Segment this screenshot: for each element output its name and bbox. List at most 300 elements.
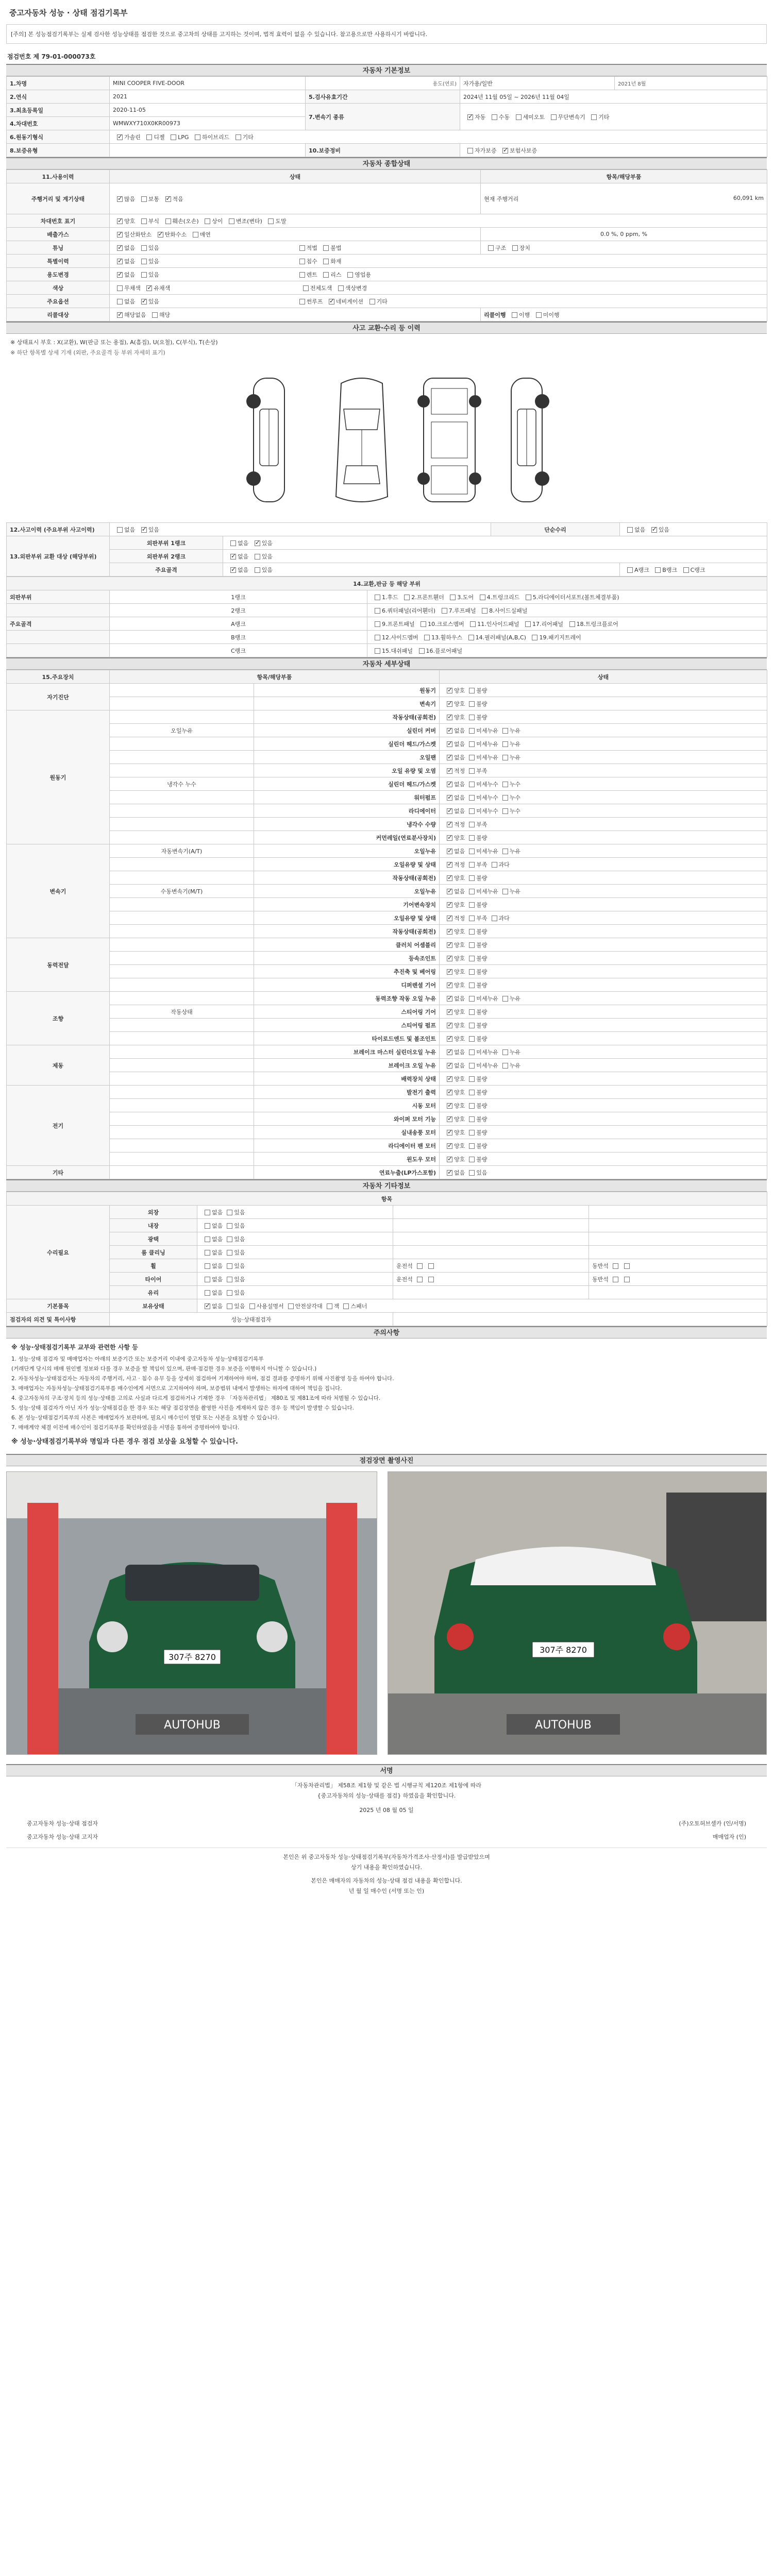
checkbox-icon xyxy=(469,929,475,935)
checkbox-icon xyxy=(117,232,123,238)
mileage-label: 현재 주행거리 xyxy=(484,195,519,202)
table-row xyxy=(7,818,767,831)
parts-items xyxy=(367,617,767,631)
row-label: 주요골격 xyxy=(110,563,223,577)
status-options xyxy=(440,1005,767,1019)
status-options xyxy=(440,1059,767,1072)
table-row xyxy=(7,737,767,751)
basic-value: 2020-11-05 xyxy=(110,104,306,117)
checkbox-icon xyxy=(613,1263,618,1269)
status-options xyxy=(440,992,767,1005)
checkbox-icon xyxy=(369,299,375,304)
emission-value: 0.0 %, 0 ppm, % xyxy=(481,228,767,241)
checkbox-icon xyxy=(417,1263,423,1269)
checkbox-icon xyxy=(375,621,380,627)
sub-group xyxy=(110,911,254,925)
status-options xyxy=(440,818,767,831)
item-label: 타이어 xyxy=(110,1273,197,1286)
option-label: 누유 xyxy=(509,995,521,1002)
row-label: 색상 xyxy=(7,281,110,295)
caution-line: 6. 본 성능·상태점검기록부의 사본은 매매업자가 보관하며, 필요시 매수인이 열람 또는 사본을 요청할 수 있습니다. xyxy=(11,1415,279,1421)
option-label: 있음 xyxy=(234,1262,245,1269)
option-label: 부족 xyxy=(476,914,488,922)
device-group: 제동 xyxy=(7,1045,110,1086)
checkbox-icon xyxy=(428,1263,434,1269)
section-basic-info: 자동차 기본정보 xyxy=(6,64,767,76)
option-label: 18.트렁크플로어 xyxy=(576,620,618,628)
option-label: 없음 xyxy=(124,298,136,305)
item-label: 실내송풍 모터 xyxy=(254,1126,440,1139)
checkbox-icon xyxy=(141,259,147,264)
plate-text: 307주 8270 xyxy=(540,1645,587,1655)
status-options xyxy=(440,1153,767,1166)
option-label: 없음 xyxy=(212,1235,223,1243)
status-options xyxy=(440,1112,767,1126)
option-label: 불량 xyxy=(476,1075,488,1082)
checkbox-icon xyxy=(152,312,158,318)
row-label: 주행거리 및 계기상태 xyxy=(7,183,110,214)
section-caution: 주의사항 xyxy=(6,1326,767,1338)
checkbox-icon xyxy=(469,782,475,787)
status-options xyxy=(440,871,767,885)
checkbox-icon xyxy=(469,942,475,948)
inspection-photo-right xyxy=(388,1471,767,1755)
sub-group xyxy=(110,978,254,992)
option-label: 있음 xyxy=(261,566,273,573)
option-label: 있음 xyxy=(261,553,273,560)
option-label: 하이브리드 xyxy=(201,133,230,141)
table-row xyxy=(7,844,767,858)
status-options xyxy=(440,1099,767,1112)
checkbox-icon xyxy=(569,621,575,627)
option-label: 가솔린 xyxy=(124,133,141,141)
row-label: 특별이력 xyxy=(7,255,110,268)
item-label: 실린더 헤드/가스켓 xyxy=(254,737,440,751)
dealer-label: 중고자동차 성능·상태 고지자 xyxy=(27,1834,98,1840)
table-row xyxy=(7,1099,767,1112)
option-label: 15.대쉬패널 xyxy=(382,647,413,654)
table-row xyxy=(7,1153,767,1166)
inspector-label: 중고자동차 성능·상태 점검자 xyxy=(27,1820,98,1827)
option-label: 도말 xyxy=(275,217,287,225)
checkbox-icon xyxy=(450,595,456,600)
basic-value: 자가용/일반 xyxy=(460,77,615,90)
option-label: 불량 xyxy=(476,1142,488,1149)
side-label: 동반석 xyxy=(592,1262,609,1269)
checkbox-icon xyxy=(447,1143,452,1149)
status-options xyxy=(440,737,767,751)
checkbox-icon xyxy=(469,808,475,814)
checkbox-icon xyxy=(469,1143,475,1149)
checkbox-icon xyxy=(141,218,147,224)
option-label: C랭크 xyxy=(690,566,705,573)
option-label: 불량 xyxy=(476,874,488,882)
status-options xyxy=(440,965,767,978)
caution-line: 3. 매매업자는 자동차성능·상태점검기록부를 매수인에게 서면으로 고지하여야 하며, 보증범위 내에서 발생하는 하자에 대하여 책임을 집니다. xyxy=(11,1385,342,1392)
sub-group xyxy=(110,737,254,751)
option-label: 과다 xyxy=(498,861,510,868)
checkbox-icon xyxy=(651,527,657,533)
option-label: 과다 xyxy=(498,914,510,922)
table-row xyxy=(7,831,767,844)
checkbox-icon xyxy=(469,688,475,693)
option-label: 불량 xyxy=(476,1089,488,1096)
document-number: 점검번호 제 79-01-000073호 xyxy=(7,53,96,60)
item-label: 워터펌프 xyxy=(254,791,440,804)
table-row xyxy=(7,1112,767,1126)
front-cell xyxy=(393,1246,589,1259)
option-label: 2.프론트휀더 xyxy=(411,594,444,601)
car-frame-diagram xyxy=(413,373,485,507)
parts-category xyxy=(7,644,110,657)
parts-category xyxy=(7,604,110,617)
option-label: 누유 xyxy=(509,740,521,748)
column-header: 11.사용이력 xyxy=(7,170,110,183)
table-row xyxy=(7,1086,767,1099)
status-options xyxy=(440,751,767,764)
checkbox-icon xyxy=(468,635,474,640)
checkbox-icon xyxy=(117,527,123,533)
checkbox-icon xyxy=(502,808,508,814)
option-label: 없음 xyxy=(454,740,465,748)
device-group: 동력전달 xyxy=(7,938,110,992)
row-options xyxy=(223,550,767,563)
fuel-options xyxy=(110,130,767,144)
checkbox-icon xyxy=(469,1063,475,1069)
vin-value: WMWXY710X0KR00973 xyxy=(110,117,306,130)
sub-group xyxy=(110,952,254,965)
checkbox-icon xyxy=(141,299,147,304)
checkbox-icon xyxy=(512,312,517,318)
option-label: 불량 xyxy=(476,1102,488,1109)
option-label: 양호 xyxy=(454,1102,465,1109)
checkbox-icon xyxy=(469,1023,475,1028)
checkbox-icon xyxy=(447,728,452,734)
checkbox-icon xyxy=(447,902,452,908)
option-label: 16.플로어패널 xyxy=(426,647,463,654)
sub-group xyxy=(110,925,254,938)
option-label: 5.라디에이터서포트(볼트체결부품) xyxy=(532,594,619,601)
item-label: 배력장치 상태 xyxy=(254,1072,440,1086)
checkbox-icon xyxy=(141,245,147,251)
legend-line: ※ 상태표시 부호 : X(교환), W(판금 또는 용접), A(흠집), U(요철), C(부식), T(손상) xyxy=(10,339,218,346)
row-label: 13.외판부위 교환 대상 (해당부위) xyxy=(7,536,110,577)
status-options xyxy=(440,831,767,844)
option-label: 부족 xyxy=(476,861,488,868)
status-options xyxy=(197,1259,393,1273)
item-label: 룸 클리닝 xyxy=(110,1246,197,1259)
basic-label: 3.최초등록일 xyxy=(7,104,110,117)
status-options xyxy=(440,1032,767,1045)
status-options xyxy=(440,710,767,724)
option-label: 19.패키지트레이 xyxy=(539,634,581,641)
checkbox-icon xyxy=(447,1023,452,1028)
option-label: 영업용 xyxy=(355,271,371,278)
option-label: 누유 xyxy=(509,727,521,734)
checkbox-icon xyxy=(447,996,452,1002)
sub-group xyxy=(110,992,254,1005)
rear-cell xyxy=(589,1219,767,1232)
checkbox-icon xyxy=(205,1303,210,1309)
checkbox-icon xyxy=(117,259,123,264)
table-row xyxy=(7,938,767,952)
option-label: 있음 xyxy=(148,244,160,251)
item-label: 유리 xyxy=(110,1286,197,1299)
option-label: 있음 xyxy=(148,298,160,305)
option-label: 없음 xyxy=(454,794,465,801)
sub-group: 작동상태 xyxy=(110,1005,254,1019)
legend-line: ※ 하단 항목별 상세 기재 (외판, 주요골격 등 부위 자세히 표기) xyxy=(10,349,165,356)
option-label: 양호 xyxy=(454,928,465,935)
item-label: 오일유량 및 상태 xyxy=(254,911,440,925)
parts-rank: C랭크 xyxy=(110,644,367,657)
option-label: 적법 xyxy=(306,244,317,251)
checkbox-icon xyxy=(469,1049,475,1055)
item-label: 추진축 및 베어링 xyxy=(254,965,440,978)
option-label: 해당 xyxy=(159,311,171,318)
row-label: 주요옵션 xyxy=(7,295,110,308)
table-row xyxy=(7,925,767,938)
checkbox-icon xyxy=(447,701,452,707)
option-label: 렌트 xyxy=(306,271,317,278)
car-diagram xyxy=(6,358,767,522)
option-label: 양호 xyxy=(454,700,465,707)
option-label: 양호 xyxy=(124,217,136,225)
checkbox-icon xyxy=(193,232,198,238)
option-label: 없음 xyxy=(634,526,646,533)
checkbox-icon xyxy=(488,245,494,251)
checkbox-icon xyxy=(227,1303,232,1309)
row-label: 외판부위 2랭크 xyxy=(110,550,223,563)
option-label: 없음 xyxy=(454,807,465,815)
checkbox-icon xyxy=(442,608,447,614)
checkbox-icon xyxy=(404,595,410,600)
checkbox-icon xyxy=(323,245,329,251)
accident-table xyxy=(6,522,767,577)
checkbox-icon xyxy=(447,768,452,774)
item-label: 등속조인트 xyxy=(254,952,440,965)
option-label: 장치 xyxy=(519,244,531,251)
table-row xyxy=(7,965,767,978)
checkbox-icon xyxy=(424,635,430,640)
other-table xyxy=(6,1192,767,1326)
sub-group xyxy=(110,1086,254,1099)
option-label: 없음 xyxy=(212,1302,223,1310)
checkbox-icon xyxy=(469,1009,475,1015)
row-label: 튜닝 xyxy=(7,241,110,255)
car-right-side-diagram xyxy=(496,373,558,507)
option-label: 침수 xyxy=(306,258,317,265)
row-options xyxy=(223,563,620,577)
option-label: 없음 xyxy=(454,781,465,788)
checkbox-icon xyxy=(171,134,176,140)
option-label: 없음 xyxy=(454,995,465,1002)
section-sign: 서명 xyxy=(6,1764,767,1776)
item-label: 발전기 출력 xyxy=(254,1086,440,1099)
checkbox-icon xyxy=(447,782,452,787)
row-options xyxy=(110,523,491,536)
sign-row xyxy=(6,1816,767,1832)
option-label: 미세누유 xyxy=(476,727,498,734)
row-options xyxy=(110,214,767,228)
option-label: 미세누유 xyxy=(476,1062,498,1069)
row-label: 리콜이행 xyxy=(484,311,506,318)
sign-line: 「자동차관리법」 제58조 제1항 및 같은 법 시행규칙 제120조 제1항에 따라 xyxy=(291,1782,482,1789)
checkbox-icon xyxy=(447,969,452,975)
item-label: 변속기 xyxy=(254,697,440,710)
checkbox-icon xyxy=(536,312,542,318)
buyer-line: 본인은 매매자의 자동차의 성능·상태 점검 내용을 확인합니다. xyxy=(311,1877,462,1884)
option-label: 탄화수소 xyxy=(164,231,187,238)
basic-value: 2021년 8월 xyxy=(615,77,767,90)
checkbox-icon xyxy=(467,148,473,154)
checkbox-icon xyxy=(255,540,260,546)
checkbox-icon xyxy=(299,245,305,251)
option-label: 불량 xyxy=(476,1008,488,1015)
checkbox-icon xyxy=(299,259,305,264)
sub-group xyxy=(110,697,254,710)
checkbox-icon xyxy=(117,196,123,202)
table-row xyxy=(7,1246,767,1259)
option-label: 미세누수 xyxy=(476,807,498,815)
device-group: 전기 xyxy=(7,1086,110,1166)
checkbox-icon xyxy=(467,114,473,120)
checkbox-icon xyxy=(470,621,476,627)
option-label: 미세누유 xyxy=(476,754,498,761)
status-options xyxy=(197,1246,393,1259)
checkbox-icon xyxy=(375,648,380,654)
checkbox-icon xyxy=(469,715,475,720)
checkbox-icon xyxy=(502,1049,508,1055)
caution-line: (거래단계 당시의 매매 원인별 정보와 다를 경우 보증을 할 책임이 있으며, 판매·점검한 경우 보증을 이행하지 아니할 수 있습니다.) xyxy=(11,1366,317,1372)
buyer-fields: 년 월 일 매수인 (서명 또는 인) xyxy=(348,1888,425,1894)
side-label: 운전석 xyxy=(396,1276,413,1283)
row-options xyxy=(110,308,481,321)
checkbox-icon xyxy=(469,728,475,734)
option-label: 없음 xyxy=(454,888,465,895)
basic-label: 4.차대번호 xyxy=(7,117,110,130)
option-label: 많음 xyxy=(124,195,136,202)
option-label: 색상변경 xyxy=(345,284,367,292)
status-options xyxy=(440,791,767,804)
option-label: 3.도어 xyxy=(457,594,474,601)
checkbox-icon xyxy=(255,567,260,573)
option-label: 없음 xyxy=(454,1048,465,1056)
checkbox-icon xyxy=(117,272,123,278)
option-label: 없음 xyxy=(124,526,136,533)
checkbox-icon xyxy=(469,996,475,1002)
checkbox-icon xyxy=(338,285,344,291)
item-label: 작동상태(공회전) xyxy=(254,925,440,938)
checkbox-icon xyxy=(421,621,426,627)
sub-group xyxy=(110,898,254,911)
option-label: 있음 xyxy=(234,1302,245,1310)
checkbox-icon xyxy=(447,862,452,868)
checkbox-icon xyxy=(447,835,452,841)
sub-group xyxy=(110,764,254,777)
item-label: 타이로드엔드 및 볼조인트 xyxy=(254,1032,440,1045)
option-label: 리스 xyxy=(330,271,342,278)
table-row xyxy=(7,885,767,898)
status-options xyxy=(197,1219,393,1232)
caution-line: 7. 매매계약 체결 이전에 매수인이 점검기록부를 확인하였음을 서명을 통하여 증명하여야 합니다. xyxy=(11,1425,240,1431)
checkbox-icon xyxy=(447,982,452,988)
checkbox-icon xyxy=(532,635,537,640)
checkbox-icon xyxy=(347,272,353,278)
basic-value: 2021 xyxy=(110,90,306,104)
status-options xyxy=(440,898,767,911)
checkbox-icon xyxy=(227,1236,232,1242)
table-row xyxy=(7,1232,767,1246)
plate-text: 307주 8270 xyxy=(169,1652,216,1662)
option-label: 14.필러패널(A,B,C) xyxy=(475,634,526,641)
sub-group xyxy=(110,1072,254,1086)
checkbox-icon xyxy=(482,608,488,614)
item-label: 작동상태(공회전) xyxy=(254,710,440,724)
option-label: 미세누유 xyxy=(476,1048,498,1056)
sub-group xyxy=(110,1139,254,1153)
front-cell xyxy=(393,1232,589,1246)
checkbox-icon xyxy=(624,1263,630,1269)
checkbox-icon xyxy=(480,595,485,600)
option-label: 있음 xyxy=(234,1276,245,1283)
option-label: 훼손(오손) xyxy=(172,217,199,225)
option-label: 없음 xyxy=(212,1276,223,1283)
checkbox-icon xyxy=(469,835,475,841)
checkbox-icon xyxy=(227,1290,232,1296)
checkbox-icon xyxy=(447,1130,452,1136)
option-label: 4.트렁크리드 xyxy=(486,594,520,601)
option-label: 없음 xyxy=(454,1169,465,1176)
table-row xyxy=(7,1299,767,1313)
checkbox-icon xyxy=(447,822,452,827)
option-label: 없음 xyxy=(238,539,249,547)
option-label: 9.프론트패널 xyxy=(382,620,415,628)
checkbox-icon xyxy=(447,1116,452,1122)
option-label: 6.쿼터패널(리어휀더) xyxy=(382,607,436,614)
option-label: 없음 xyxy=(454,754,465,761)
status-options xyxy=(197,1232,393,1246)
basic-value xyxy=(110,144,306,157)
status-options xyxy=(440,777,767,791)
option-label: 디젤 xyxy=(154,133,165,141)
option-label: 없음 xyxy=(238,566,249,573)
row-options xyxy=(620,563,767,577)
option-label: 불법 xyxy=(330,244,342,251)
sub-group: 자동변속기(A/T) xyxy=(110,844,254,858)
option-label: 없음 xyxy=(212,1289,223,1296)
option-label: 양호 xyxy=(454,874,465,882)
option-label: 있음 xyxy=(234,1235,245,1243)
checkbox-icon xyxy=(428,1277,434,1282)
checkbox-icon xyxy=(165,218,171,224)
option-label: 미세누유 xyxy=(476,995,498,1002)
item-label: 오일팬 xyxy=(254,751,440,764)
checkbox-icon xyxy=(502,782,508,787)
item-label: 오일 유량 및 오염 xyxy=(254,764,440,777)
sub-group xyxy=(110,1166,254,1179)
checkbox-icon xyxy=(288,1303,294,1309)
sub-group xyxy=(110,751,254,764)
section-accident: 사고 교환·수리 등 이력 xyxy=(6,321,767,334)
option-label: 상이 xyxy=(212,217,223,225)
checkbox-icon xyxy=(205,218,210,224)
option-label: 17.리어패널 xyxy=(532,620,563,628)
option-label: 적음 xyxy=(172,195,183,202)
caution-title: ※ 성능·상태점검기록부 교부와 관련한 사항 등 xyxy=(11,1344,138,1351)
caution-box xyxy=(6,1338,767,1451)
option-label: 적정 xyxy=(454,767,465,774)
